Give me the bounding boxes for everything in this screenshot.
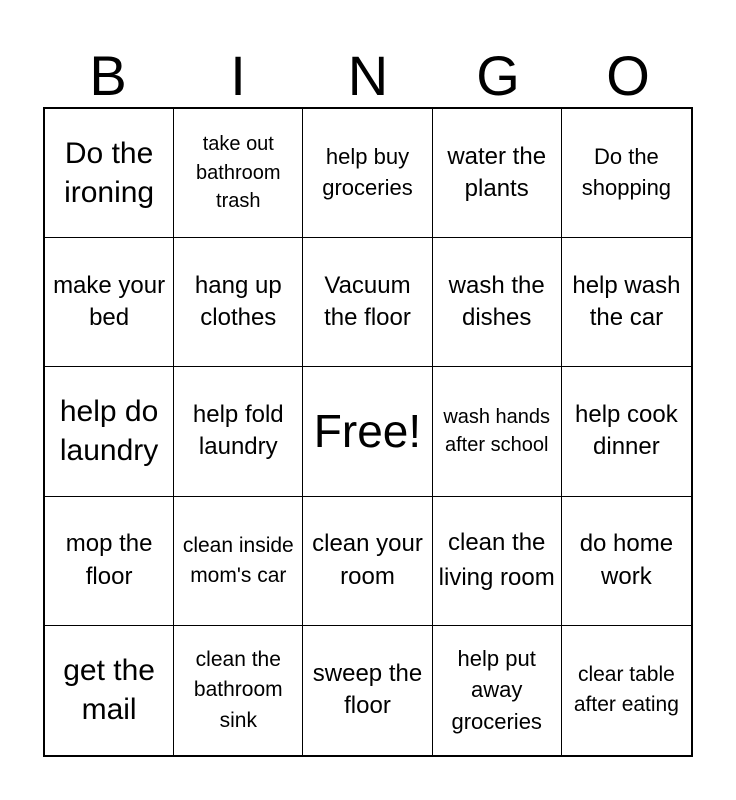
free-space[interactable] bbox=[303, 367, 432, 496]
cell-label: water the plants bbox=[447, 142, 547, 203]
free-space-label: Free! bbox=[313, 405, 422, 458]
cell-label: wash hands after school bbox=[443, 406, 551, 457]
bingo-cell[interactable] bbox=[303, 497, 432, 626]
cell-label: Do the ironing bbox=[64, 137, 155, 210]
bingo-cell[interactable] bbox=[174, 109, 303, 238]
cell-label: help buy groceries bbox=[322, 144, 413, 201]
cell-label: help cook dinner bbox=[575, 401, 678, 461]
bingo-cell[interactable] bbox=[433, 626, 562, 755]
bingo-board bbox=[43, 107, 693, 757]
bingo-cell[interactable] bbox=[562, 497, 691, 626]
bingo-header bbox=[43, 46, 693, 106]
cell-label: sweep the floor bbox=[312, 660, 423, 720]
cell-label: do home work bbox=[579, 530, 674, 590]
cell-label: clean the bathroom sink bbox=[193, 648, 283, 732]
cell-label: make your bed bbox=[53, 271, 166, 332]
cell-label: help do laundry bbox=[59, 395, 159, 468]
bingo-cell[interactable] bbox=[562, 626, 691, 755]
header-letter-g: G bbox=[476, 44, 520, 107]
bingo-cell[interactable] bbox=[45, 497, 174, 626]
bingo-cell[interactable] bbox=[562, 109, 691, 238]
bingo-cell[interactable] bbox=[174, 238, 303, 367]
cell-label: help wash the car bbox=[572, 271, 681, 332]
cell-label: take out bathroom trash bbox=[196, 132, 281, 213]
bingo-cell[interactable] bbox=[303, 238, 432, 367]
bingo-cell[interactable] bbox=[174, 367, 303, 496]
bingo-cell[interactable] bbox=[45, 109, 174, 238]
cell-label: clean the living room bbox=[438, 528, 555, 591]
bingo-cell[interactable] bbox=[45, 367, 174, 496]
cell-label: mop the floor bbox=[65, 530, 153, 590]
bingo-cell[interactable] bbox=[562, 238, 691, 367]
cell-label: clean inside mom's car bbox=[182, 534, 294, 587]
bingo-cell[interactable] bbox=[45, 238, 174, 367]
cell-label: get the mail bbox=[63, 654, 155, 727]
bingo-cell[interactable] bbox=[303, 109, 432, 238]
header-letter-o: O bbox=[606, 44, 650, 107]
header-letter-n: N bbox=[347, 44, 389, 107]
cell-label: Vacuum the floor bbox=[324, 271, 411, 332]
header-letter-i: I bbox=[230, 44, 246, 107]
bingo-cell[interactable] bbox=[174, 497, 303, 626]
cell-label: clean your room bbox=[312, 530, 423, 590]
cell-label: Do the shopping bbox=[581, 144, 672, 201]
bingo-cell[interactable] bbox=[433, 238, 562, 367]
bingo-cell[interactable] bbox=[45, 626, 174, 755]
bingo-cell[interactable] bbox=[303, 626, 432, 755]
bingo-cell[interactable] bbox=[433, 497, 562, 626]
cell-label: clear table after eating bbox=[573, 662, 679, 717]
cell-label: help put away groceries bbox=[451, 645, 542, 735]
header-letter-b: B bbox=[89, 44, 127, 107]
cell-label: wash the dishes bbox=[448, 271, 545, 332]
cell-label: help fold laundry bbox=[192, 401, 284, 461]
bingo-cell[interactable] bbox=[174, 626, 303, 755]
bingo-cell[interactable] bbox=[433, 109, 562, 238]
cell-label: hang up clothes bbox=[194, 271, 282, 332]
bingo-cell[interactable] bbox=[562, 367, 691, 496]
bingo-cell[interactable] bbox=[433, 367, 562, 496]
